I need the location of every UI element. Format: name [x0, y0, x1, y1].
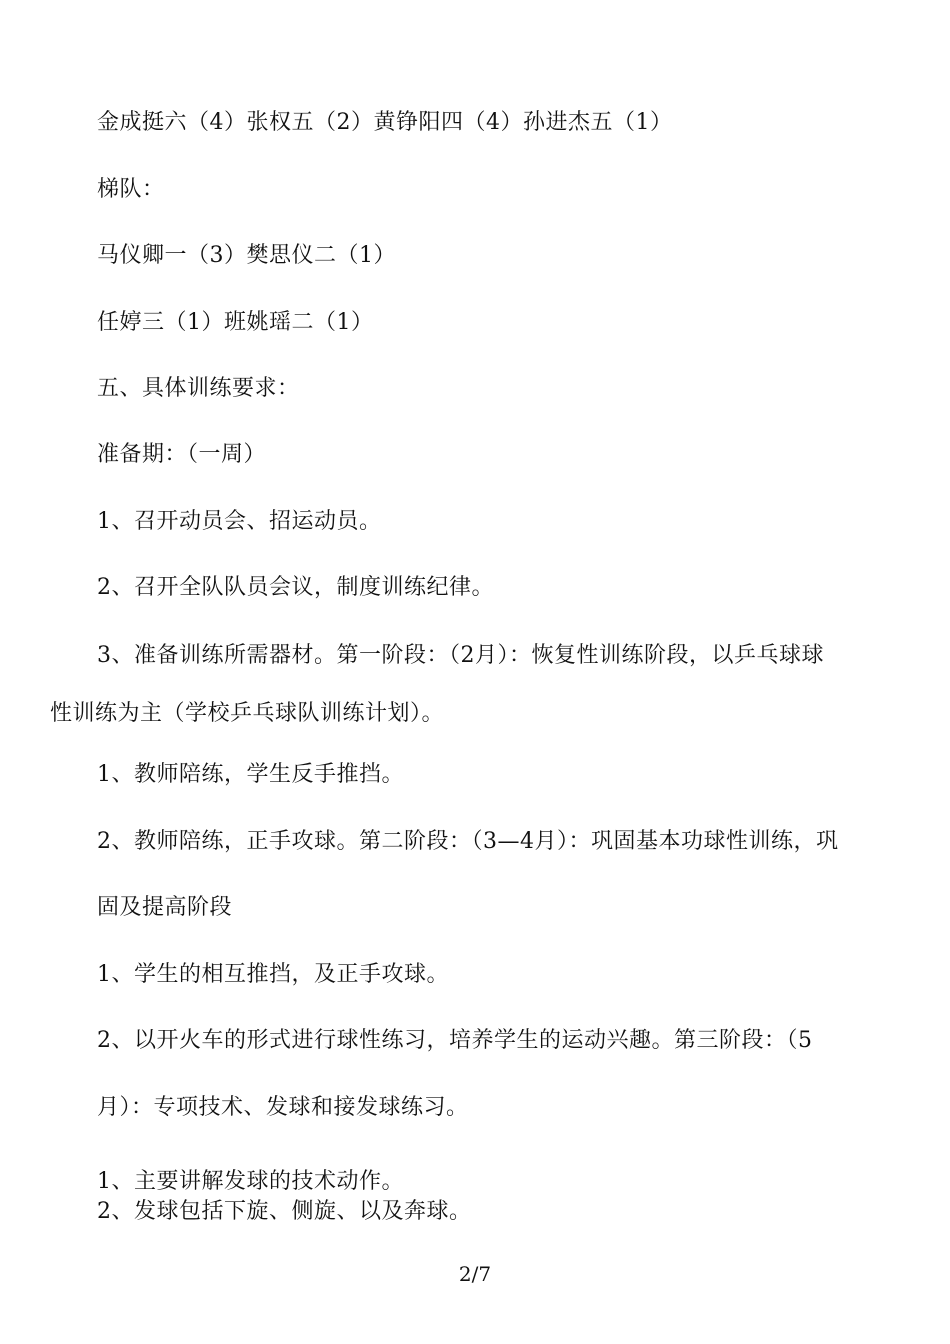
text-line: 固及提高阶段 [97, 895, 233, 920]
text-line: 1、教师陪练，学生反手推挡。 [97, 762, 404, 787]
text-line: 2、以开火车的形式进行球性练习，培养学生的运动兴趣。第三阶段：（5 [97, 1028, 813, 1053]
section-heading: 五、具体训练要求： [97, 376, 300, 401]
text-line: 1、召开动员会、招运动员。 [97, 509, 382, 534]
text-line: 1、主要讲解发球的技术动作。 [97, 1169, 404, 1194]
text-line: 2、教师陪练，正手攻球。第二阶段：（3—4月）：巩固基本功球性训练，巩 [97, 829, 839, 854]
text-line: 3、准备训练所需器材。第一阶段：（2月）：恢复性训练阶段，以乒乓球球 [97, 643, 824, 668]
text-line: 2、发球包括下旋、侧旋、以及奔球。 [97, 1199, 472, 1224]
text-line: 2、召开全队队员会议，制度训练纪律。 [97, 575, 494, 600]
page-number: 2/7 [458, 1262, 492, 1286]
text-line: 梯队： [97, 177, 165, 202]
text-line: 任婷三（1）班姚瑶二（1） [97, 310, 374, 335]
text-line: 月）：专项技术、发球和接发球练习。 [97, 1095, 469, 1120]
text-line: 1、学生的相互推挡，及正手攻球。 [97, 962, 449, 987]
text-line: 马仪卿一（3）樊思仪二（1） [97, 243, 396, 268]
text-line: 性训练为主（学校乒乓球队训练计划）。 [50, 701, 445, 726]
text-line: 金成挺六（4）张权五（2）黄铮阳四（4）孙进杰五（1） [97, 110, 673, 135]
text-line: 准备期：（一周） [97, 442, 267, 467]
